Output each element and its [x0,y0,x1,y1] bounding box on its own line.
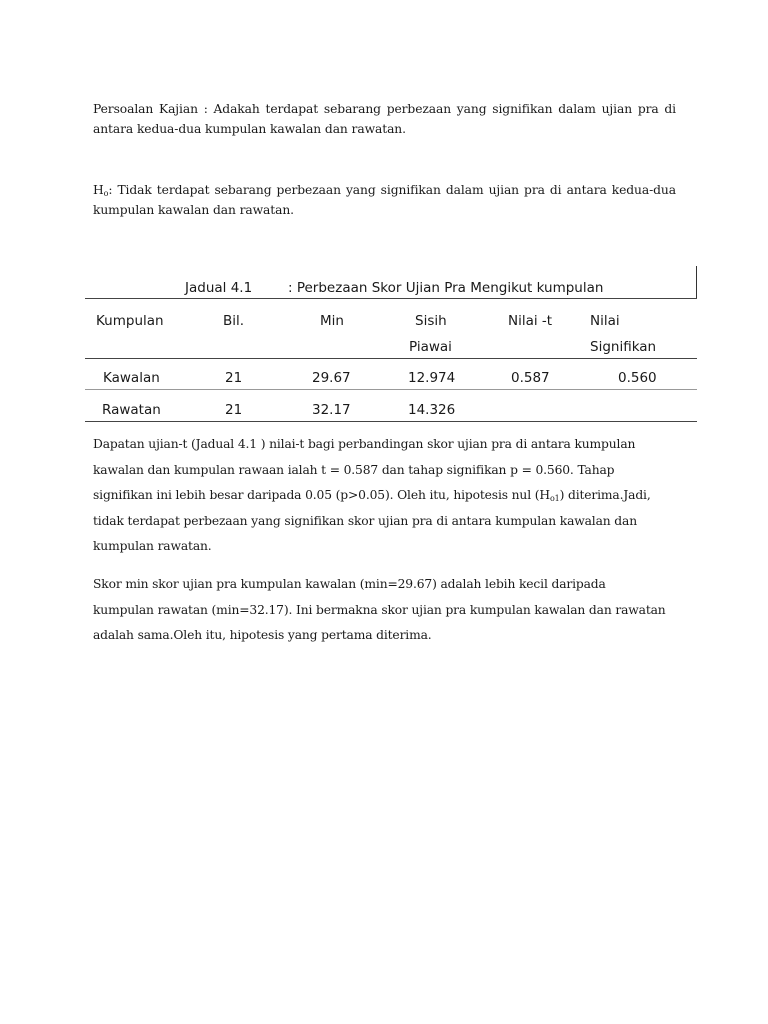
finding-line-5: kumpulan rawatan. [93,539,212,553]
header-piawai: Piawai [409,339,452,355]
header-kumpulan: Kumpulan [96,313,164,329]
research-question [93,99,676,139]
research-question-line-1: Persoalan Kajian : Adakah terdapat sebarang perbezaan yang signifikan dalam ujian pra di [93,102,676,116]
row-kawalan-nilai-t: 0.587 [511,370,550,386]
hypothesis-symbol: H [93,183,104,197]
row-rawatan-kumpulan: Rawatan [102,402,161,418]
finding-line-3-subscript: o1 [549,494,560,503]
header-nilai: Nilai [590,313,620,329]
hypothesis-text: : Tidak terdapat sebarang perbezaan yang signifikan dalam ujian pra di antara kedua-dua [108,183,676,197]
header-rule [85,358,697,359]
hypothesis-line-2: kumpulan kawalan dan rawatan. [93,203,294,217]
row-kawalan-bil: 21 [225,370,243,386]
table-caption-title: : Perbezaan Skor Ujian Pra Mengikut kumpulan [288,280,604,296]
row-divider [85,389,697,390]
table-caption-label: Jadual 4.1 [185,280,253,296]
row-rawatan-bil: 21 [225,402,243,418]
row-kawalan-min: 29.67 [312,370,351,386]
header-bil: Bil. [223,313,245,329]
research-question-line-2: antara kedua-dua kumpulan kawalan dan rawatan. [93,122,406,136]
results-table [85,266,697,422]
hypothesis-subscript: o [103,189,109,198]
row-kawalan-kumpulan: Kawalan [103,370,160,386]
hypothesis-line-1 [93,180,676,200]
header-nilai-t: Nilai -t [508,313,553,329]
mean-line-2: kumpulan rawatan (min=32.17). Ini bermakna skor ujian pra kumpulan kawalan dan rawatan [93,602,666,617]
table-right-border [696,266,697,299]
finding-line-3-pre: signifikan ini lebih besar daripada 0.05 (p>0.05). Oleh itu, hipotesis nul (H [93,488,550,502]
finding-line-1: Dapatan ujian-t (Jadual 4.1 ) nilai-t bagi perbandingan skor ujian pra di antara kumpulan [93,437,636,451]
table-top-rule [85,298,697,299]
row-rawatan-min: 32.17 [312,402,351,418]
finding-line-4: tidak terdapat perbezaan yang signifikan skor ujian pra di antara kumpulan kawalan dan [93,513,637,528]
mean-line-1: Skor min skor ujian pra kumpulan kawalan (min=29.67) adalah lebih kecil daripada [93,577,606,591]
finding-line-3 [93,483,683,509]
header-sisih: Sisih [415,313,447,329]
row-kawalan-signifikan: 0.560 [618,370,657,386]
header-min: Min [320,313,344,329]
finding-line-3-post: ) diterima.Jadi, [559,488,651,502]
mean-line-3: adalah sama.Oleh itu, hipotesis yang pertama diterima. [93,628,432,642]
finding-line-2: kawalan dan kumpulan rawaan ialah t = 0.587 dan tahap signifikan p = 0.560. Tahap [93,462,615,477]
row-kawalan-sisih: 12.974 [408,370,456,386]
table-bottom-rule [85,421,697,422]
finding-paragraph [93,432,683,560]
header-signifikan: Signifikan [590,339,657,355]
null-hypothesis [93,180,676,220]
mean-paragraph [93,572,683,649]
row-rawatan-sisih: 14.326 [408,402,456,418]
